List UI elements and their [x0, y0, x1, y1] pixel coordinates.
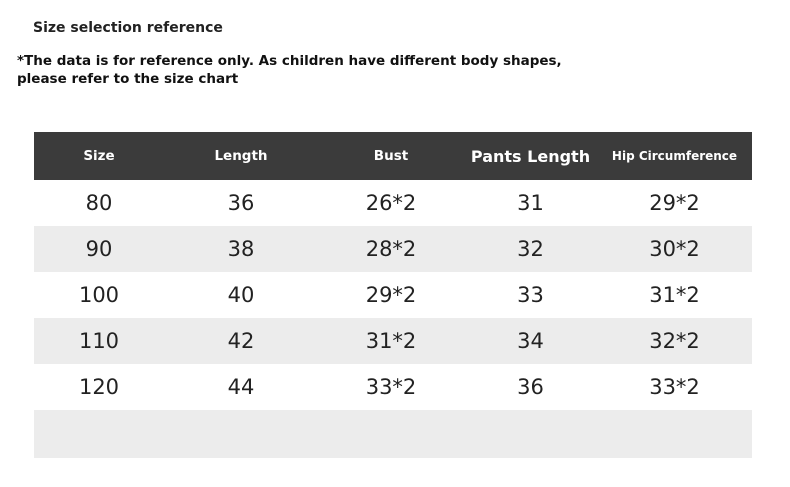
- header-pants-length: Pants Length: [470, 146, 591, 166]
- header-bust: Bust: [373, 148, 409, 164]
- cell-length: 38: [227, 237, 255, 261]
- cell-bust: 33*2: [365, 375, 417, 399]
- cell-size: 100: [78, 283, 120, 307]
- cell-size: 120: [78, 375, 120, 399]
- cell-pants-length: 32: [517, 237, 544, 261]
- cell-hip-circumference: 31*2: [649, 283, 700, 307]
- header-length: Length: [214, 148, 268, 164]
- cell-bust: 26*2: [365, 191, 417, 215]
- cell-length: 36: [227, 191, 255, 215]
- cell-pants-length: 31: [517, 191, 544, 215]
- table-header: [34, 132, 752, 180]
- cell-hip-circumference: 32*2: [649, 329, 700, 353]
- note-line-1: *The data is for reference only. As children have different body shapes,: [17, 53, 562, 69]
- cell-hip-circumference: 33*2: [649, 375, 700, 399]
- cell-hip-circumference: 30*2: [649, 237, 700, 261]
- cell-size: 110: [78, 329, 120, 353]
- cell-hip-circumference: 29*2: [649, 191, 700, 215]
- cell-bust: 28*2: [365, 237, 417, 261]
- cell-length: 40: [227, 283, 255, 307]
- size-chart-table: [34, 132, 752, 458]
- header-hip-circumference: Hip Circumference: [611, 149, 738, 163]
- cell-length: 44: [227, 375, 255, 399]
- cell-pants-length: 36: [517, 375, 544, 399]
- reference-note: [17, 52, 577, 88]
- header-size: Size: [83, 148, 115, 164]
- cell-pants-length: 34: [517, 329, 544, 353]
- cell-pants-length: 33: [517, 283, 544, 307]
- note-line-2: please refer to the size chart: [17, 71, 239, 87]
- cell-size: 80: [85, 191, 113, 215]
- table-row: [34, 318, 752, 364]
- table-row: [34, 364, 752, 410]
- cell-length: 42: [227, 329, 255, 353]
- page-title: Size selection reference: [33, 20, 223, 36]
- empty-table-row: [34, 410, 752, 458]
- table-row: [34, 180, 752, 226]
- cell-bust: 29*2: [365, 283, 417, 307]
- table-row: [34, 272, 752, 318]
- cell-size: 90: [85, 237, 113, 261]
- table-row: [34, 226, 752, 272]
- cell-bust: 31*2: [365, 329, 417, 353]
